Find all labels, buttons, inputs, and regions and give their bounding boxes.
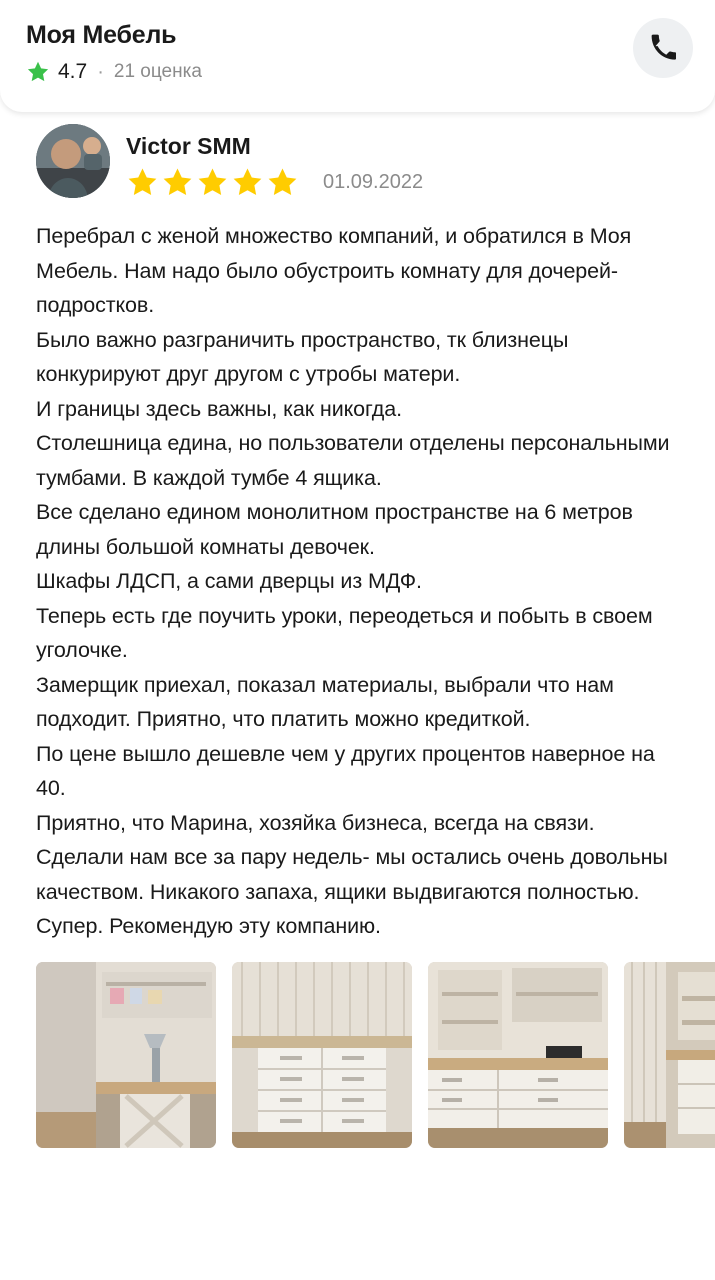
- review-author-block: [126, 124, 679, 199]
- review-paragraph: По цене вышло дешевле чем у других процентов наверное на 40.: [36, 741, 655, 800]
- review-photo-1[interactable]: [36, 962, 216, 1148]
- review-date: 01.09.2022: [323, 171, 424, 193]
- phone-icon: [650, 34, 676, 63]
- review-paragraph: Было важно разграничить пространство, тк близнецы конкурируют друг другом с утробы матери.: [36, 327, 569, 386]
- review-item: [0, 112, 715, 944]
- review-photo-3[interactable]: [428, 962, 608, 1148]
- call-button[interactable]: [633, 18, 693, 78]
- review-paragraph: Теперь есть где поучить уроки, переодеться и побыть в своем уголочке.: [36, 603, 653, 662]
- rating-count[interactable]: 21 оценка: [113, 61, 202, 82]
- review-photo-4[interactable]: [624, 962, 715, 1148]
- review-stars: [126, 166, 679, 199]
- review-paragraph: Перебрал с женой множество компаний, и обратился в Моя Мебель. Нам надо было обустроить комнату для дочерей-подростков.: [36, 224, 632, 317]
- company-header-card: [0, 0, 715, 112]
- review-paragraph: Приятно, что Марина, хозяйка бизнеса, всегда на связи. Сделали нам все за пару недель- мы остались очень довольны качеством. Никакого запаха, ящики выдвигаются полностью. Супер. Рекомендую эту компанию.: [36, 810, 668, 938]
- avatar[interactable]: [36, 124, 110, 198]
- review-photo-2[interactable]: [232, 962, 412, 1148]
- star-yellow-icon: [231, 166, 264, 199]
- rating-value: 4.7: [58, 60, 88, 83]
- review-header: [36, 124, 679, 199]
- star-green-icon: [26, 60, 50, 84]
- rating-separator: ·: [97, 60, 104, 83]
- review-paragraph: Шкафы ЛДСП, а сами дверцы из МДФ.: [36, 569, 422, 593]
- review-paragraph: Столешница едина, но пользователи отделены персональными тумбами. В каждой тумбе 4 ящика.: [36, 431, 670, 490]
- review-paragraph: И границы здесь важны, как никогда.: [36, 396, 402, 421]
- star-yellow-icon: [196, 166, 229, 199]
- review-paragraph: Все сделано едином монолитном пространстве на 6 метров длины большой комнаты девочек.: [36, 500, 633, 559]
- star-yellow-icon: [126, 166, 159, 199]
- review-photo-strip[interactable]: [0, 962, 715, 1158]
- review-paragraph: Замерщик приехал, показал материалы, выбрали что нам подходит. Приятно, что платить можно кредиткой.: [36, 672, 614, 731]
- rating-row: [26, 60, 689, 84]
- review-text: [36, 219, 679, 944]
- review-author: Victor SMM: [126, 133, 251, 159]
- page-title: Моя Мебель: [26, 21, 177, 49]
- star-yellow-icon: [266, 166, 299, 199]
- star-yellow-icon: [161, 166, 194, 199]
